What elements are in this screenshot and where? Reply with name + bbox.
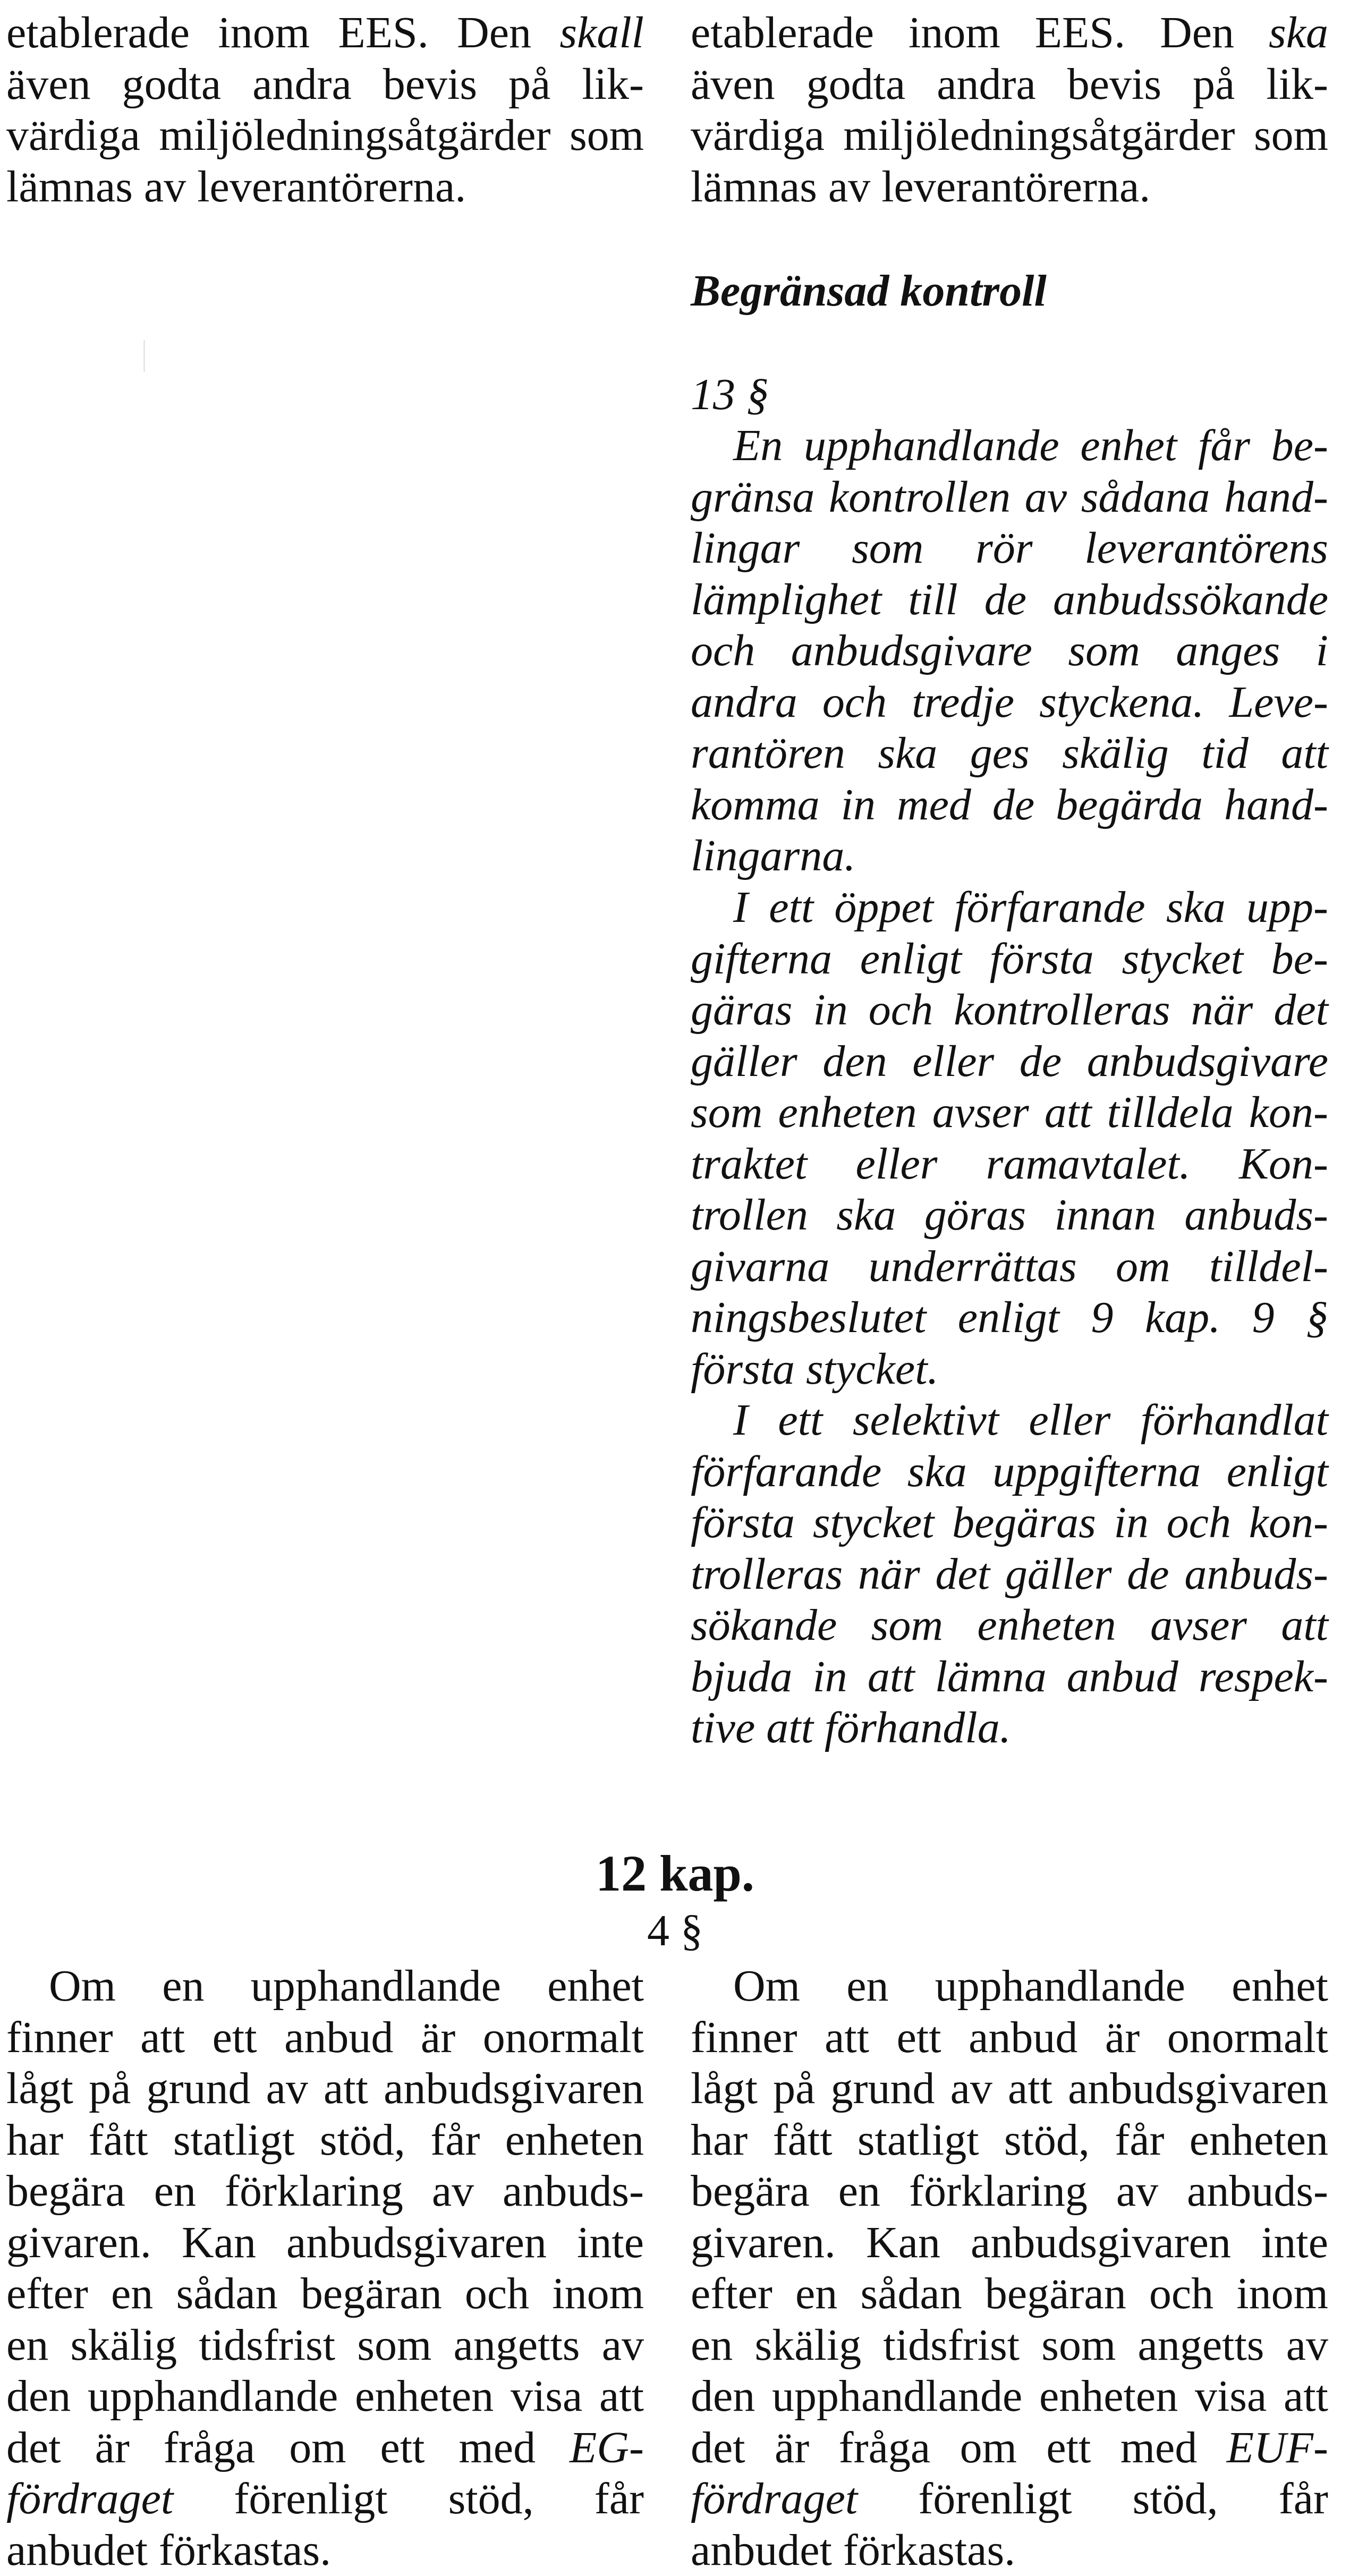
text-line: och anbudsgivare som anges i	[691, 625, 1328, 677]
text-line: anbudet förkastas.	[691, 2525, 1328, 2576]
italic-word: EG-	[570, 2423, 644, 2472]
text-line	[6, 7, 644, 59]
text-line: har fått statligt stöd, får enheten	[6, 2115, 644, 2166]
text-line: gäras in och kontrolleras när det	[691, 985, 1328, 1036]
bottom-left-column	[6, 1961, 644, 2576]
text-line	[6, 2473, 644, 2525]
text-fragment: etablerade inom EES. Den	[691, 8, 1269, 57]
text-line: I ett selektivt eller förhandlat	[691, 1395, 1328, 1446]
text-line: lämnas av leverantörerna.	[691, 162, 1328, 213]
paragraph-number-block	[691, 369, 1328, 421]
section-title-block	[691, 266, 1328, 317]
text-line: tive att förhandla.	[691, 1702, 1328, 1754]
text-line: givarna underrättas om tilldel-	[691, 1241, 1328, 1293]
text-line: begära en förklaring av anbuds-	[691, 2166, 1328, 2217]
text-fragment: förenligt stöd, får	[857, 2474, 1328, 2523]
text-line: även godta andra bevis på lik-	[6, 59, 644, 111]
text-line: gränsa kontrollen av sådana hand-	[691, 472, 1328, 523]
text-line: givaren. Kan anbudsgivaren inte	[6, 2217, 644, 2269]
text-line: lämnas av leverantörerna.	[6, 162, 644, 213]
text-line: lågt på grund av att anbudsgivaren	[6, 2063, 644, 2115]
text-line: anbudet förkastas.	[6, 2525, 644, 2576]
text-line: finner att ett anbud är onormalt	[6, 2012, 644, 2064]
text-line: andra och tredje styckena. Leve-	[691, 677, 1328, 728]
text-line: efter en sådan begäran och inom	[691, 2268, 1328, 2320]
text-line: gäller den eller de anbudsgivare	[691, 1036, 1328, 1088]
text-line: finner att ett anbud är onormalt	[691, 2012, 1328, 2064]
text-fragment: förenligt stöd, får	[173, 2474, 644, 2523]
text-line	[691, 2422, 1328, 2474]
text-line: även godta andra bevis på lik-	[691, 59, 1328, 111]
text-line: lågt på grund av att anbudsgivaren	[691, 2063, 1328, 2115]
text-line: den upphandlande enheten visa att	[6, 2371, 644, 2422]
text-line: begära en förklaring av anbuds-	[6, 2166, 644, 2217]
text-line: första stycket begäras in och kon-	[691, 1497, 1328, 1549]
top-left-column	[6, 7, 644, 213]
text-line: som enheten avser att tilldela kon-	[691, 1087, 1328, 1139]
italic-word: ska	[1269, 8, 1328, 57]
italic-word: EUF-	[1227, 2423, 1328, 2472]
paragraph-3	[691, 1395, 1328, 1754]
italic-word: skall	[559, 8, 644, 57]
text-line: traktet eller ramavtalet. Kon-	[691, 1139, 1328, 1190]
chapter-section-number: 4 §	[531, 1905, 819, 1956]
text-line: I ett öppet förfarande ska upp-	[691, 882, 1328, 934]
paragraph-number: 13 §	[691, 369, 1328, 421]
text-line: trollen ska göras innan anbuds-	[691, 1190, 1328, 1241]
text-line: efter en sådan begäran och inom	[6, 2268, 644, 2320]
text-fragment: etablerade inom EES. Den	[6, 8, 559, 57]
text-line: Om en upphandlande enhet	[691, 1961, 1328, 2012]
chapter-title: 12 kap.	[531, 1844, 819, 1903]
text-line: den upphandlande enheten visa att	[691, 2371, 1328, 2422]
text-line: ningsbeslutet enligt 9 kap. 9 §	[691, 1292, 1328, 1344]
top-right-column	[691, 7, 1328, 213]
paragraph-2	[691, 882, 1328, 1395]
bottom-right-column	[691, 1961, 1328, 2576]
text-line	[6, 2422, 644, 2474]
paragraph-1	[691, 420, 1328, 882]
text-line: lingarna.	[691, 831, 1328, 882]
text-line: sökande som enheten avser att	[691, 1600, 1328, 1651]
text-line: Om en upphandlande enhet	[6, 1961, 644, 2012]
section-title: Begränsad kontroll	[691, 266, 1328, 317]
text-line: En upphandlande enhet får be-	[691, 420, 1328, 472]
text-line: bjuda in att lämna anbud respek-	[691, 1651, 1328, 1703]
text-line: har fått statligt stöd, får enheten	[691, 2115, 1328, 2166]
text-line: lingar som rör leverantörens	[691, 523, 1328, 574]
text-line	[691, 7, 1328, 59]
text-line: gifterna enligt första stycket be-	[691, 934, 1328, 985]
text-line: lämplighet till de anbudssökande	[691, 574, 1328, 626]
italic-word: fördraget	[6, 2474, 173, 2523]
text-line	[691, 2473, 1328, 2525]
text-line: förfarande ska uppgifterna enligt	[691, 1446, 1328, 1498]
scan-mark	[143, 340, 145, 372]
text-line: rantören ska ges skälig tid att	[691, 728, 1328, 779]
text-line: givaren. Kan anbudsgivaren inte	[691, 2217, 1328, 2269]
text-line: komma in med de begärda hand-	[691, 779, 1328, 831]
text-fragment: det är fråga om ett med	[6, 2423, 570, 2472]
text-line: en skälig tidsfrist som angetts av	[6, 2320, 644, 2371]
text-line: värdiga miljöledningsåtgärder som	[691, 110, 1328, 162]
text-fragment: det är fråga om ett med	[691, 2423, 1227, 2472]
text-line: värdiga miljöledningsåtgärder som	[6, 110, 644, 162]
italic-word: fördraget	[691, 2474, 857, 2523]
text-line: första stycket.	[691, 1344, 1328, 1395]
text-line: trolleras när det gäller de anbuds-	[691, 1549, 1328, 1600]
text-line: en skälig tidsfrist som angetts av	[691, 2320, 1328, 2371]
